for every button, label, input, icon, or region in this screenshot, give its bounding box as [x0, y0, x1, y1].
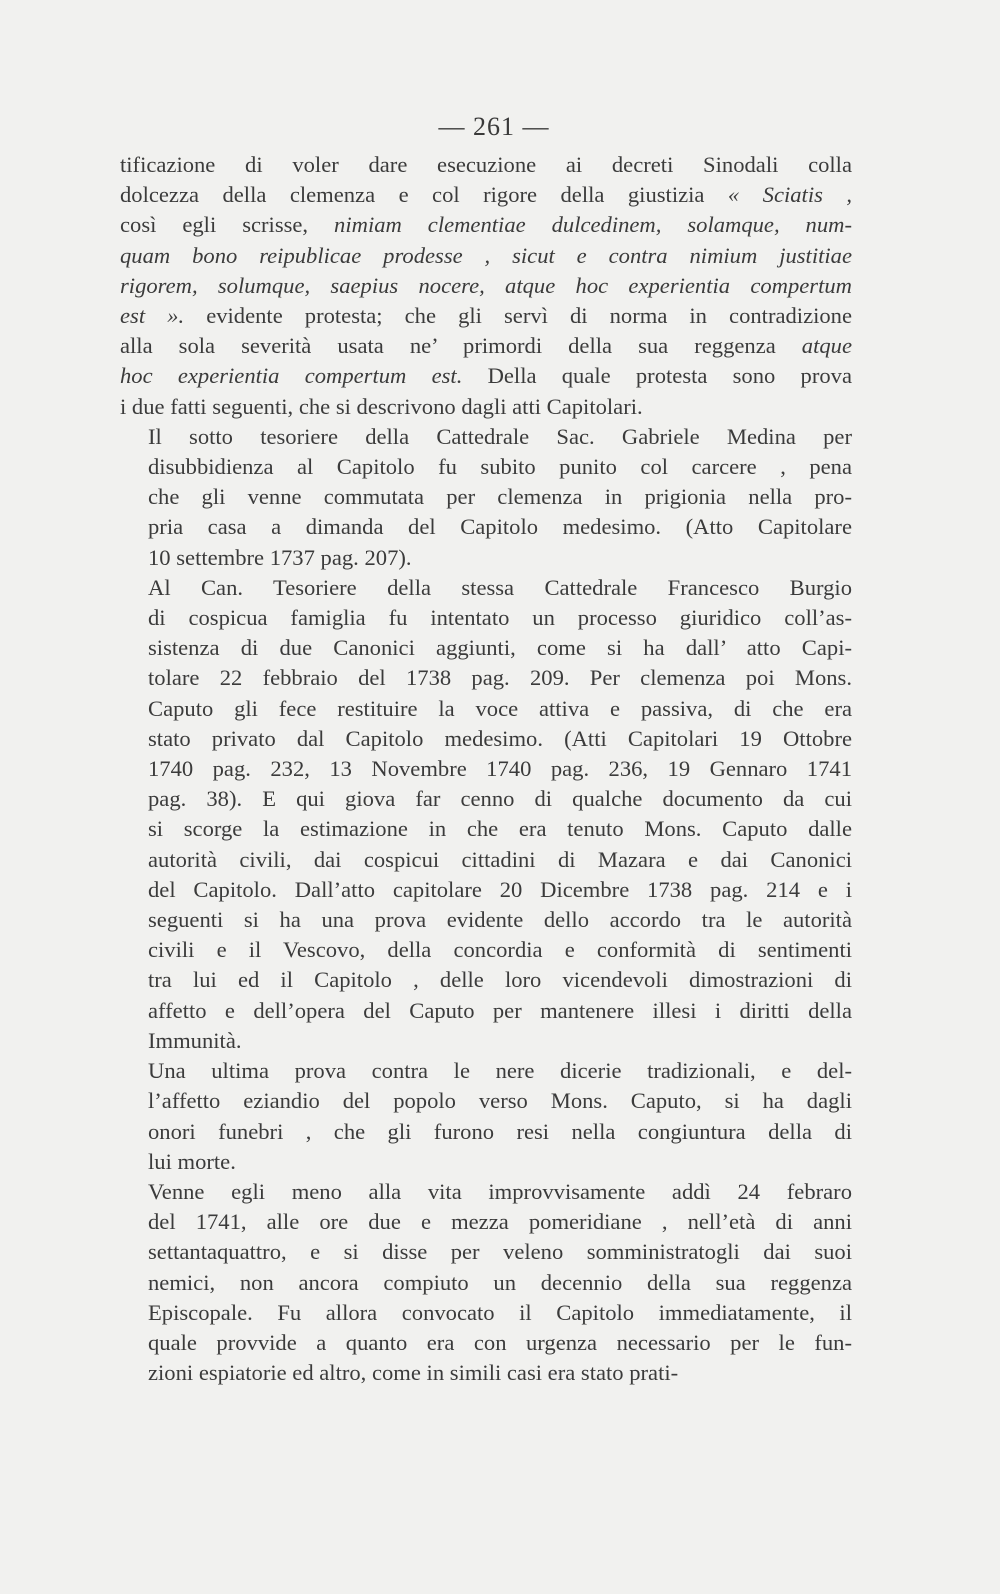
latin-quote: quam bono reipublicae prodesse , sicut e contra nimium justitiae: [120, 242, 852, 268]
text-line: [120, 845, 852, 875]
text-line: [120, 1026, 852, 1056]
latin-quote: « Sciatis ,: [727, 182, 852, 208]
text-line: [120, 361, 852, 391]
text-run: pag. 38). E qui giova far cenno di qualche documento da cui: [148, 786, 852, 812]
text-run: Una ultima prova contra le nere dicerie tradizionali, e del-: [148, 1058, 852, 1084]
text-line: [120, 1207, 852, 1237]
text-line: [120, 180, 852, 210]
text-line: [120, 996, 852, 1026]
text-run: Al Can. Tesoriere della stessa Cattedrale Francesco Burgio: [148, 574, 852, 600]
text-run: quale provvide a quanto era con urgenza necessario per le fun-: [148, 1329, 852, 1355]
text-body: [120, 150, 852, 1388]
paragraph: [120, 573, 852, 1056]
text-run: Della quale protesta sono prova: [462, 363, 852, 389]
text-run: onori funebri , che gli furono resi nella congiuntura della di: [148, 1118, 852, 1144]
text-line: [120, 965, 852, 995]
latin-quote: rigorem, solumque, saepius nocere, atque hoc experientia compertum: [120, 272, 852, 298]
text-run: Il sotto tesoriere della Cattedrale Sac. Gabriele Medina per: [148, 423, 852, 449]
text-run: Episcopale. Fu allora convocato il Capitolo immediatamente, il: [148, 1299, 852, 1325]
latin-quote: hoc experientia compertum est.: [120, 363, 463, 389]
text-line: [120, 1358, 852, 1388]
text-line: [120, 1298, 852, 1328]
text-line: [120, 1268, 852, 1298]
text-run: civili e il Vescovo, della concordia e conformità di sentimenti: [148, 937, 852, 963]
text-line: [120, 573, 852, 603]
paragraph: [120, 422, 852, 573]
text-run: si scorge la estimazione in che era tenuto Mons. Caputo dalle: [148, 816, 852, 842]
text-run: dolcezza della clemenza e col rigore della giustizia: [120, 182, 728, 208]
text-run: alla sola severità usata ne’ primordi della sua reggenza: [120, 333, 802, 359]
text-line: [120, 754, 852, 784]
text-line: [120, 301, 852, 331]
text-run: lui morte.: [148, 1148, 236, 1174]
text-line: [120, 814, 852, 844]
text-line: [120, 1056, 852, 1086]
text-line: [120, 905, 852, 935]
latin-quote: nimiam clementiae dulcedinem, solamque, num-: [334, 212, 852, 238]
text-run: affetto e dell’opera del Caputo per mantenere illesi i diritti della: [148, 997, 852, 1023]
latin-quote: est ».: [120, 303, 185, 329]
text-run: Immunità.: [148, 1027, 242, 1053]
text-run: Caputo gli fece restituire la voce attiva e passiva, di che era: [148, 695, 852, 721]
text-run: tra lui ed il Capitolo , delle loro vicendevoli dimostrazioni di: [148, 967, 852, 993]
text-line: [120, 452, 852, 482]
text-line: [120, 331, 852, 361]
page-number: — 261 —: [438, 112, 550, 141]
text-line: [120, 1177, 852, 1207]
text-run: settantaquattro, e si disse per veleno somministratogli dai suoi: [148, 1239, 852, 1265]
text-run: di cospicua famiglia fu intentato un processo giuridico coll’as-: [148, 605, 852, 631]
text-run: evidente protesta; che gli servì di norma in contradizione: [184, 303, 853, 329]
paragraph: [120, 1056, 852, 1177]
text-run: del 1741, alle ore due e mezza pomeridiane , nell’età di anni: [148, 1209, 852, 1235]
text-run: Venne egli meno alla vita improvvisamente addì 24 febraro: [148, 1178, 852, 1204]
text-line: [120, 1117, 852, 1147]
text-line: [120, 1328, 852, 1358]
text-line: [120, 724, 852, 754]
text-line: [120, 1086, 852, 1116]
text-line: [120, 210, 852, 240]
text-line: [120, 150, 852, 180]
paragraph: [120, 150, 852, 422]
text-line: [120, 603, 852, 633]
text-run: autorità civili, dai cospicui cittadini di Mazara e dai Canonici: [148, 846, 852, 872]
latin-quote: atque: [801, 333, 852, 359]
text-run: i due fatti seguenti, che si descrivono dagli atti Capitolari.: [120, 393, 643, 419]
text-line: [120, 1237, 852, 1267]
text-line: [120, 784, 852, 814]
text-run: stato privato dal Capitolo medesimo. (Atti Capitolari 19 Ottobre: [148, 725, 852, 751]
paragraph: [120, 1177, 852, 1388]
text-run: tolare 22 febbraio del 1738 pag. 209. Per clemenza poi Mons.: [148, 665, 852, 691]
text-line: [120, 633, 852, 663]
text-line: [120, 271, 852, 301]
text-run: seguenti si ha una prova evidente dello accordo tra le autorità: [148, 907, 852, 933]
text-line: [120, 392, 852, 422]
text-run: disubbidienza al Capitolo fu subito punito col carcere , pena: [148, 454, 852, 480]
text-line: [120, 482, 852, 512]
text-run: l’affetto eziandio del popolo verso Mons. Caputo, si ha dagli: [148, 1088, 852, 1114]
text-line: [120, 875, 852, 905]
text-line: [120, 935, 852, 965]
text-run: nemici, non ancora compiuto un decennio della sua reggenza: [148, 1269, 852, 1295]
text-run: del Capitolo. Dall’atto capitolare 20 Dicembre 1738 pag. 214 e i: [148, 876, 852, 902]
text-line: [120, 694, 852, 724]
text-run: 1740 pag. 232, 13 Novembre 1740 pag. 236, 19 Gennaro 1741: [148, 756, 852, 782]
text-run: pria casa a dimanda del Capitolo medesimo. (Atto Capitolare: [148, 514, 852, 540]
text-run: zioni espiatorie ed altro, come in simili casi era stato prati-: [148, 1360, 679, 1386]
text-run: così egli scrisse,: [120, 212, 335, 238]
text-line: [120, 512, 852, 542]
text-run: tificazione di voler dare esecuzione ai decreti Sinodali colla: [120, 152, 852, 177]
text-run: 10 settembre 1737 pag. 207).: [148, 544, 412, 570]
text-line: [120, 241, 852, 271]
text-run: che gli venne commutata per clemenza in prigionia nella pro-: [148, 484, 852, 510]
text-line: [120, 1147, 852, 1177]
text-line: [120, 422, 852, 452]
text-run: sistenza di due Canonici aggiunti, come si ha dall’ atto Capi-: [148, 635, 852, 661]
text-line: [120, 663, 852, 693]
text-line: [120, 543, 852, 573]
